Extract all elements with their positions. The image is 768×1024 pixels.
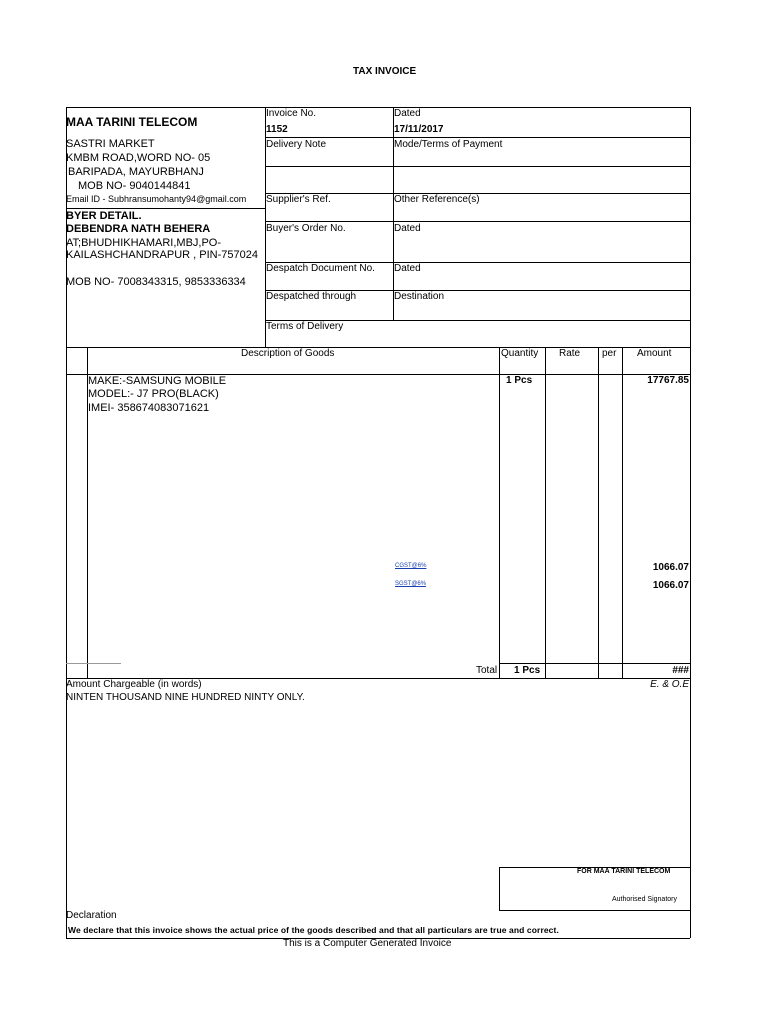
seller-address-line: BARIPADA, MAYURBHANJ xyxy=(68,166,204,178)
total-amount: ### xyxy=(672,665,689,676)
order-dated-label: Dated xyxy=(394,223,421,234)
despatched-through-label: Despatched through xyxy=(266,291,357,302)
amount-words-value: NINTEN THOUSAND NINE HUNDRED NINTY ONLY. xyxy=(66,692,305,703)
buyer-address-line: KAILASHCHANDRAPUR , PIN-757024 xyxy=(66,249,258,261)
despatch-dated-label: Dated xyxy=(394,263,421,274)
item-line: MAKE:-SAMSUNG MOBILE xyxy=(88,375,227,387)
header-per: per xyxy=(602,348,617,359)
mode-terms-label: Mode/Terms of Payment xyxy=(394,139,503,150)
footer-note: This is a Computer Generated Invoice xyxy=(283,938,452,949)
destination-label: Destination xyxy=(394,291,445,302)
item-line: MODEL:- J7 PRO(BLACK) xyxy=(88,388,219,400)
delivery-note-label: Delivery Note xyxy=(266,139,327,150)
header-description: Description of Goods xyxy=(241,348,335,359)
item-amount: 17767.85 xyxy=(647,375,689,386)
rule xyxy=(66,663,121,664)
declaration-text: We declare that this invoice shows the actual price of the goods described and that all particulars are true and correct. xyxy=(68,925,559,935)
frame-right xyxy=(690,107,691,938)
header-quantity: Quantity xyxy=(501,348,539,359)
rule xyxy=(499,867,500,910)
item-line: IMEI- 358674083071621 xyxy=(88,402,210,414)
seller-mobile: MOB NO- 9040144841 xyxy=(78,180,191,192)
buyer-mobile: MOB NO- 7008343315, 9853336334 xyxy=(66,276,246,288)
signature-authorised: Authorised Signatory xyxy=(612,896,677,903)
dated-value: 17/11/2017 xyxy=(394,124,444,135)
rule xyxy=(265,137,690,138)
buyers-order-label: Buyer's Order No. xyxy=(266,223,346,234)
col-desc-end xyxy=(499,347,500,679)
rule xyxy=(265,221,690,222)
col-per-end xyxy=(622,347,623,679)
seller-address-line: KMBM ROAD,WORD NO- 05 xyxy=(66,152,211,164)
terms-delivery-label: Terms of Delivery xyxy=(266,321,344,332)
rule xyxy=(66,347,690,348)
rule xyxy=(499,663,690,664)
col-qty-end xyxy=(545,347,546,679)
total-label: Total xyxy=(476,665,498,676)
seller-email: Email ID - Subhransumohanty94@gmail.com xyxy=(66,194,247,204)
suppliers-ref-label: Supplier's Ref. xyxy=(266,194,331,205)
sgst-label: SGST@6% xyxy=(395,581,427,587)
despatch-doc-label: Despatch Document No. xyxy=(266,263,375,274)
rule xyxy=(66,208,265,209)
dated-label: Dated xyxy=(394,108,421,119)
declaration-heading: Declaration xyxy=(66,910,117,921)
header-amount: Amount xyxy=(637,348,672,359)
invoice-no-value: 1152 xyxy=(266,124,288,135)
page-title: TAX INVOICE xyxy=(353,66,417,77)
signature-for: FOR MAA TARINI TELECOM xyxy=(577,868,671,875)
header-rate: Rate xyxy=(559,348,581,359)
amount-words-label: Amount Chargeable (in words) xyxy=(66,679,202,690)
frame-top xyxy=(66,107,690,108)
invoice-no-label: Invoice No. xyxy=(266,108,317,119)
cgst-label: CGST@6% xyxy=(395,563,427,569)
total-quantity: 1 Pcs xyxy=(514,665,541,676)
other-ref-label: Other Reference(s) xyxy=(394,194,480,205)
seller-address-line: SASTRI MARKET xyxy=(66,138,155,150)
buyer-name: DEBENDRA NATH BEHERA xyxy=(66,223,211,235)
rule xyxy=(499,910,690,911)
cgst-amount: 1066.07 xyxy=(652,562,689,573)
item-quantity: 1 Pcs xyxy=(506,375,533,386)
buyer-heading: BYER DETAIL. xyxy=(66,210,142,222)
buyer-address-line: AT;BHUDHIKHAMARI,MBJ,PO- xyxy=(66,237,222,249)
sgst-amount: 1066.07 xyxy=(652,580,689,591)
rule xyxy=(265,166,690,167)
col-rate-end xyxy=(598,347,599,679)
eoe-text: E. & O.E xyxy=(650,679,689,690)
seller-name: MAA TARINI TELECOM xyxy=(66,115,198,129)
